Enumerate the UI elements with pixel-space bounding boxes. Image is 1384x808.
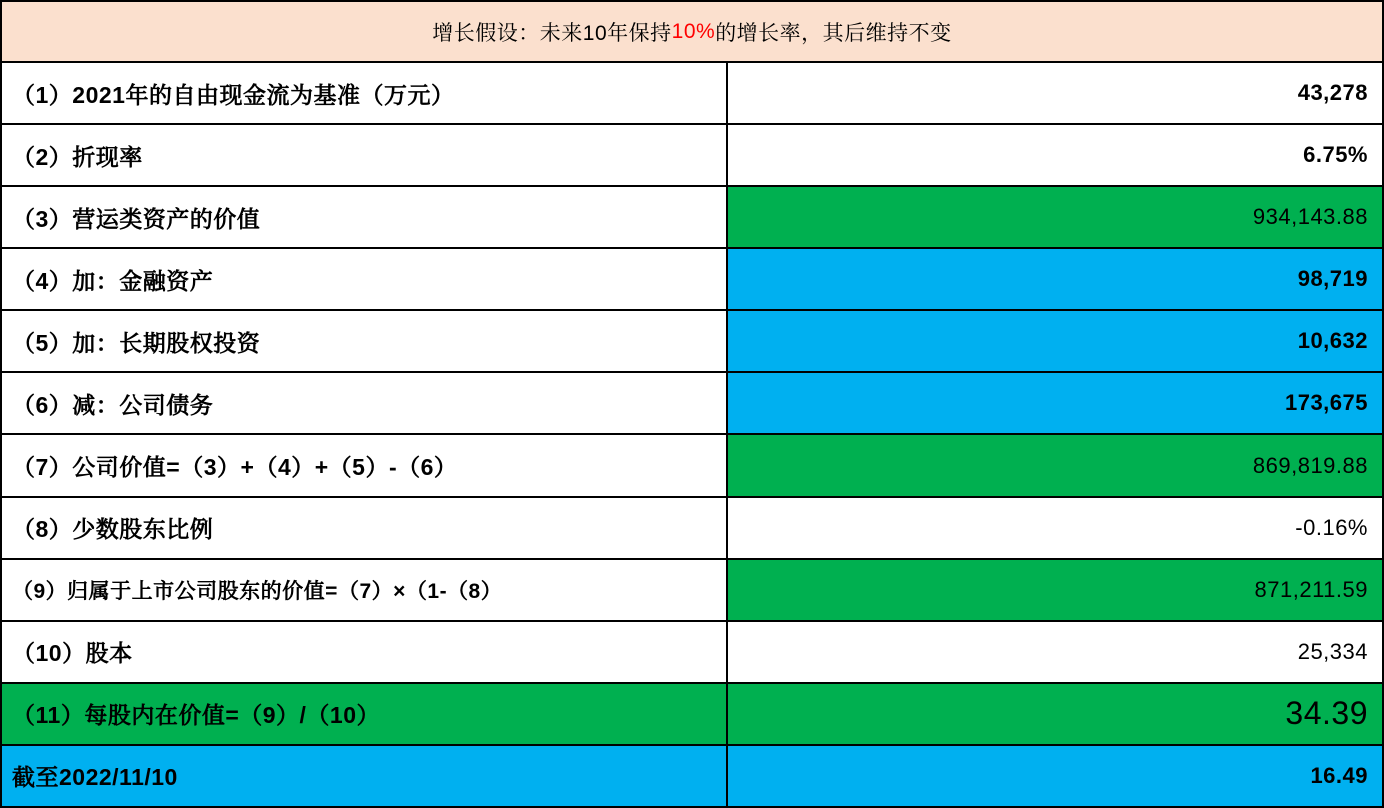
table-row <box>2 498 1382 560</box>
row-value: 16.49 <box>728 746 1382 806</box>
row-label: （7）公司价值=（3）+（4）+（5）-（6） <box>2 435 728 495</box>
assumption-growth-rate: 10% <box>671 19 716 43</box>
row-value: 43,278 <box>728 63 1382 123</box>
assumption-prefix: 增长假设：未来10年保持 <box>432 21 672 45</box>
row-label: （1）2021年的自由现金流为基准（万元） <box>2 63 728 123</box>
table-row <box>2 684 1382 746</box>
row-value: 934,143.88 <box>728 187 1382 247</box>
row-label: （5）加：长期股权投资 <box>2 311 728 371</box>
row-label: （8）少数股东比例 <box>2 498 728 558</box>
row-label: （10）股本 <box>2 622 728 682</box>
table-row <box>2 249 1382 311</box>
row-value: 6.75% <box>728 125 1382 185</box>
row-label: （6）减：公司债务 <box>2 373 728 433</box>
table-row <box>2 560 1382 622</box>
row-label: （2）折现率 <box>2 125 728 185</box>
row-label: （4）加：金融资产 <box>2 249 728 309</box>
table-row <box>2 311 1382 373</box>
assumption-suffix: 的增长率，其后维持不变 <box>715 21 952 45</box>
row-value: 869,819.88 <box>728 435 1382 495</box>
table-header-assumption <box>2 2 1382 63</box>
row-value: 10,632 <box>728 311 1382 371</box>
table-row <box>2 746 1382 806</box>
row-value: 98,719 <box>728 249 1382 309</box>
table-row <box>2 63 1382 125</box>
row-label: （9）归属于上市公司股东的价值=（7）×（1-（8） <box>2 560 728 620</box>
row-value: 34.39 <box>728 684 1382 744</box>
row-label: （3）营运类资产的价值 <box>2 187 728 247</box>
table-row <box>2 435 1382 497</box>
table-row <box>2 373 1382 435</box>
row-value: -0.16% <box>728 498 1382 558</box>
row-value: 871,211.59 <box>728 560 1382 620</box>
row-value: 25,334 <box>728 622 1382 682</box>
table-row <box>2 622 1382 684</box>
row-label: （11）每股内在价值=（9）/（10） <box>2 684 728 744</box>
table-row <box>2 125 1382 187</box>
row-label: 截至2022/11/10 <box>2 746 728 806</box>
table-row <box>2 187 1382 249</box>
row-value: 173,675 <box>728 373 1382 433</box>
